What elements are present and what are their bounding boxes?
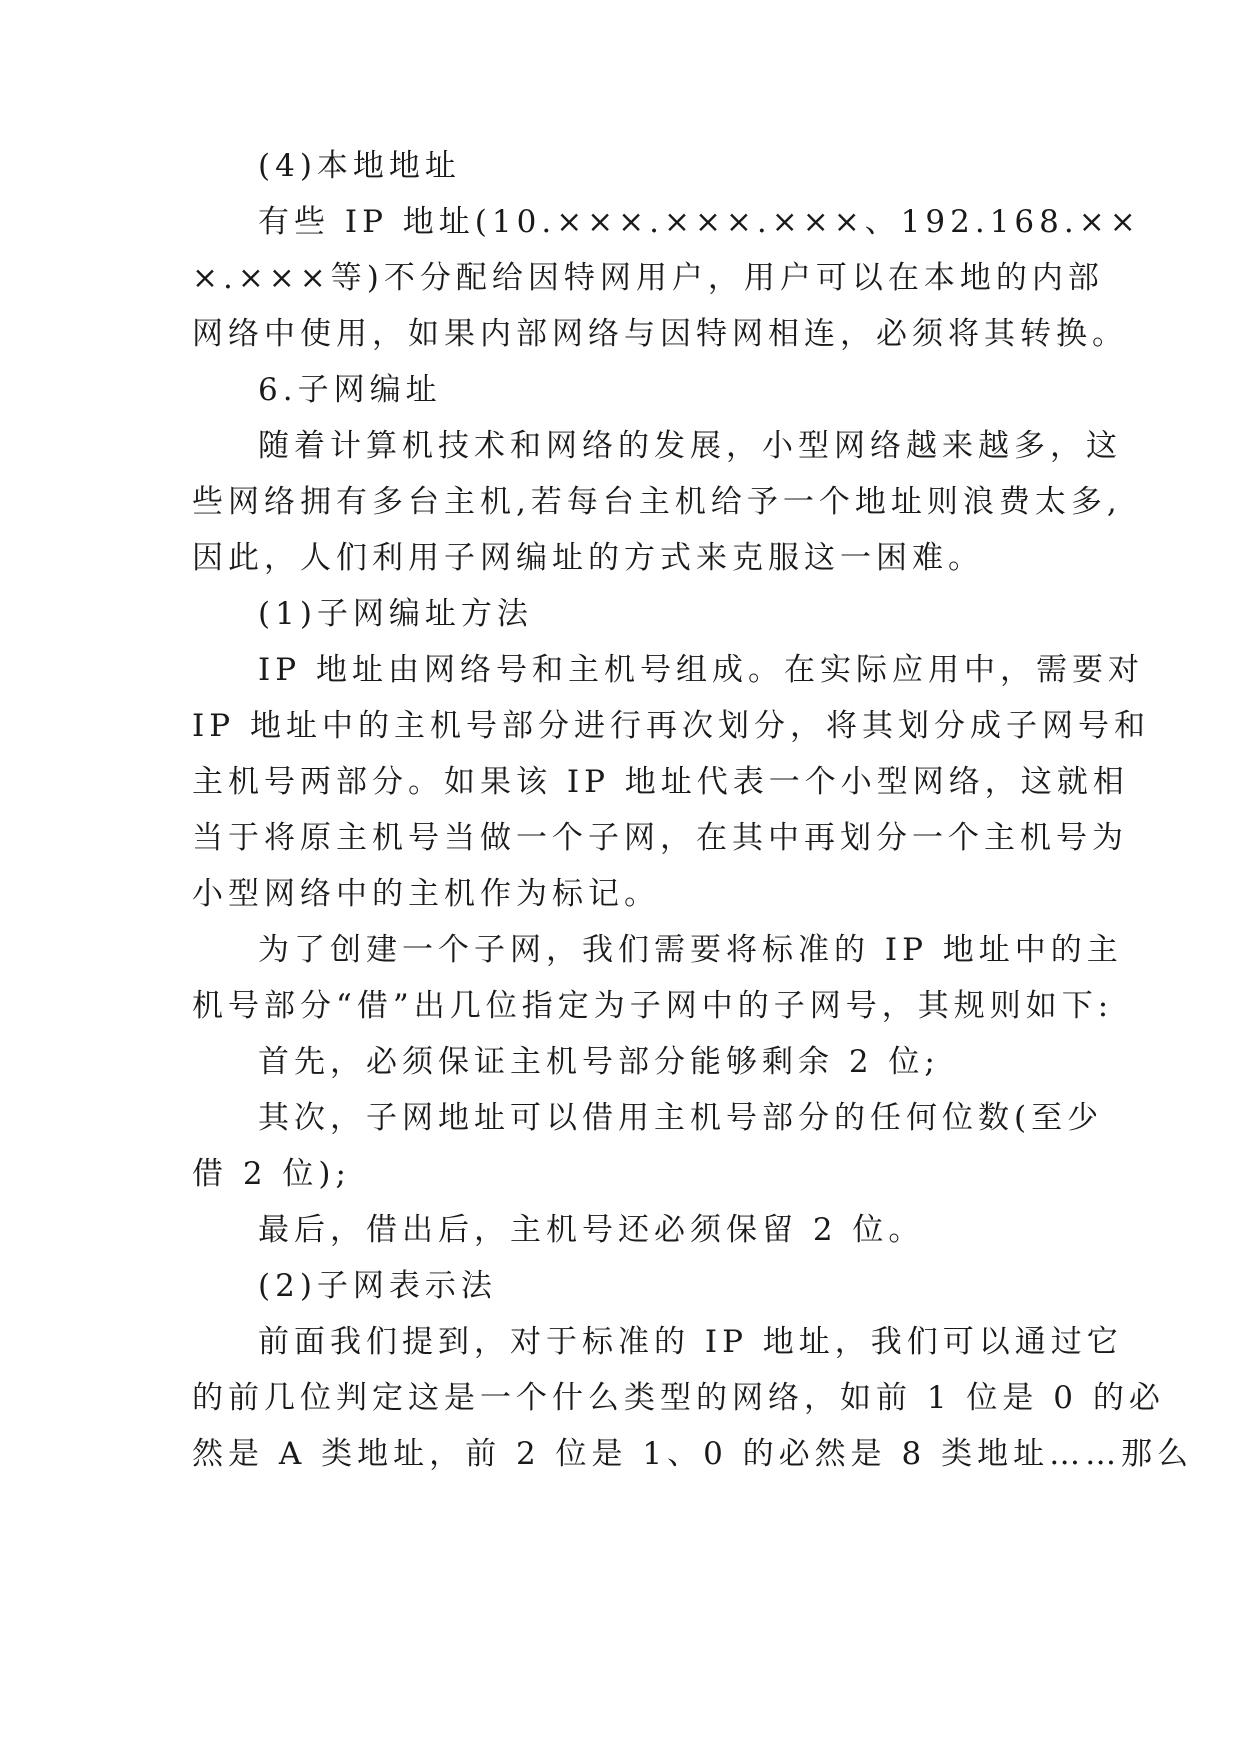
paragraph-line: ×.×××等)不分配给因特网用户，用户可以在本地的内部: [192, 260, 1104, 296]
paragraph-line: IP 地址中的主机号部分进行再次划分，将其划分成子网号和: [192, 708, 1150, 744]
paragraph-line: 主机号两部分。如果该 IP 地址代表一个小型网络，这就相: [192, 764, 1129, 800]
paragraph-line: 小型网络中的主机作为标记。: [192, 876, 660, 912]
paragraph-line: 网络中使用，如果内部网络与因特网相连，必须将其转换。: [192, 316, 1128, 352]
paragraph-line: 有些 IP 地址(10.×××.×××.×××、192.168.××: [258, 204, 1141, 240]
paragraph-line: 前面我们提到，对于标准的 IP 地址，我们可以通过它: [258, 1324, 1123, 1360]
paragraph-line: IP 地址由网络号和主机号组成。在实际应用中，需要对: [258, 652, 1144, 688]
paragraph-line: 的前几位判定这是一个什么类型的网络，如前 1 位是 0 的必: [192, 1380, 1165, 1416]
paragraph-line: 为了创建一个子网，我们需要将标准的 IP 地址中的主: [258, 932, 1123, 968]
heading-local-address: (4)本地地址: [258, 148, 461, 184]
heading-subnet-method: (1)子网编址方法: [258, 596, 533, 632]
paragraph-line: 些网络拥有多台主机,若每台主机给予一个地址则浪费太多,: [192, 484, 1122, 520]
paragraph-line: 借 2 位);: [192, 1156, 351, 1192]
paragraph-line: 随着计算机技术和网络的发展，小型网络越来越多，这: [258, 428, 1122, 464]
paragraph-line: 机号部分“借”出几位指定为子网中的子网号，其规则如下:: [192, 988, 1114, 1024]
heading-subnet-addressing: 6.子网编址: [258, 372, 442, 408]
paragraph-line: 当于将原主机号当做一个子网，在其中再划分一个主机号为: [192, 820, 1128, 856]
rule-last: 最后，借出后，主机号还必须保留 2 位。: [258, 1212, 925, 1248]
paragraph-line: 然是 A 类地址，前 2 位是 1、0 的必然是 8 类地址……那么: [192, 1436, 1194, 1472]
heading-subnet-notation: (2)子网表示法: [258, 1268, 497, 1304]
rule-first: 首先，必须保证主机号部分能够剩余 2 位;: [258, 1044, 940, 1080]
rule-second: 其次，子网地址可以借用主机号部分的任何位数(至少: [258, 1100, 1104, 1136]
paragraph-line: 因此，人们利用子网编址的方式来克服这一困难。: [192, 540, 984, 576]
